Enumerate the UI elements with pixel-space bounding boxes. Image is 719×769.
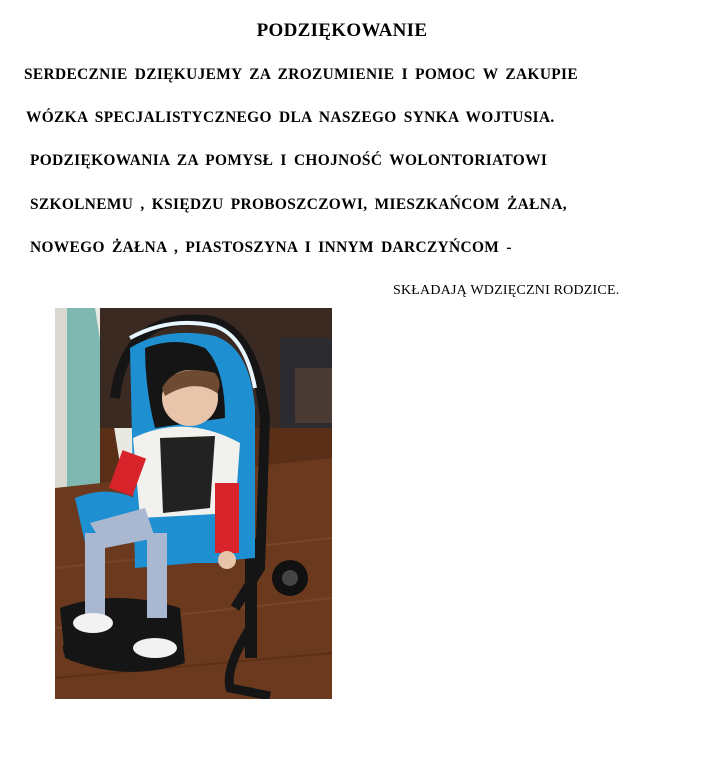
stroller-photo <box>55 308 332 699</box>
thanks-line-4: SZKOLNEMU , KSIĘDZU PROBOSZCZOWI, MIESZKAŃCOM ŻAŁNA, <box>30 196 567 213</box>
stroller-photo-illustration <box>55 308 332 699</box>
thanks-line-3: PODZIĘKOWANIA ZA POMYSŁ I CHOJNOŚĆ WOLONTORIATOWI <box>30 152 548 169</box>
signature: SKŁADAJĄ WDZIĘCZNI RODZICE. <box>393 283 620 298</box>
document-title: PODZIĘKOWANIE <box>256 20 428 41</box>
thanks-line-1: SERDECZNIE DZIĘKUJEMY ZA ZROZUMIENIE I POMOC W ZAKUPIE <box>24 66 578 83</box>
thanks-line-5: NOWEGO ŻAŁNA , PIASTOSZYNA I INNYM DARCZYŃCOM - <box>30 239 512 256</box>
thanks-line-2: WÓZKA SPECJALISTYCZNEGO DLA NASZEGO SYNKA WOJTUSIA. <box>26 109 555 126</box>
